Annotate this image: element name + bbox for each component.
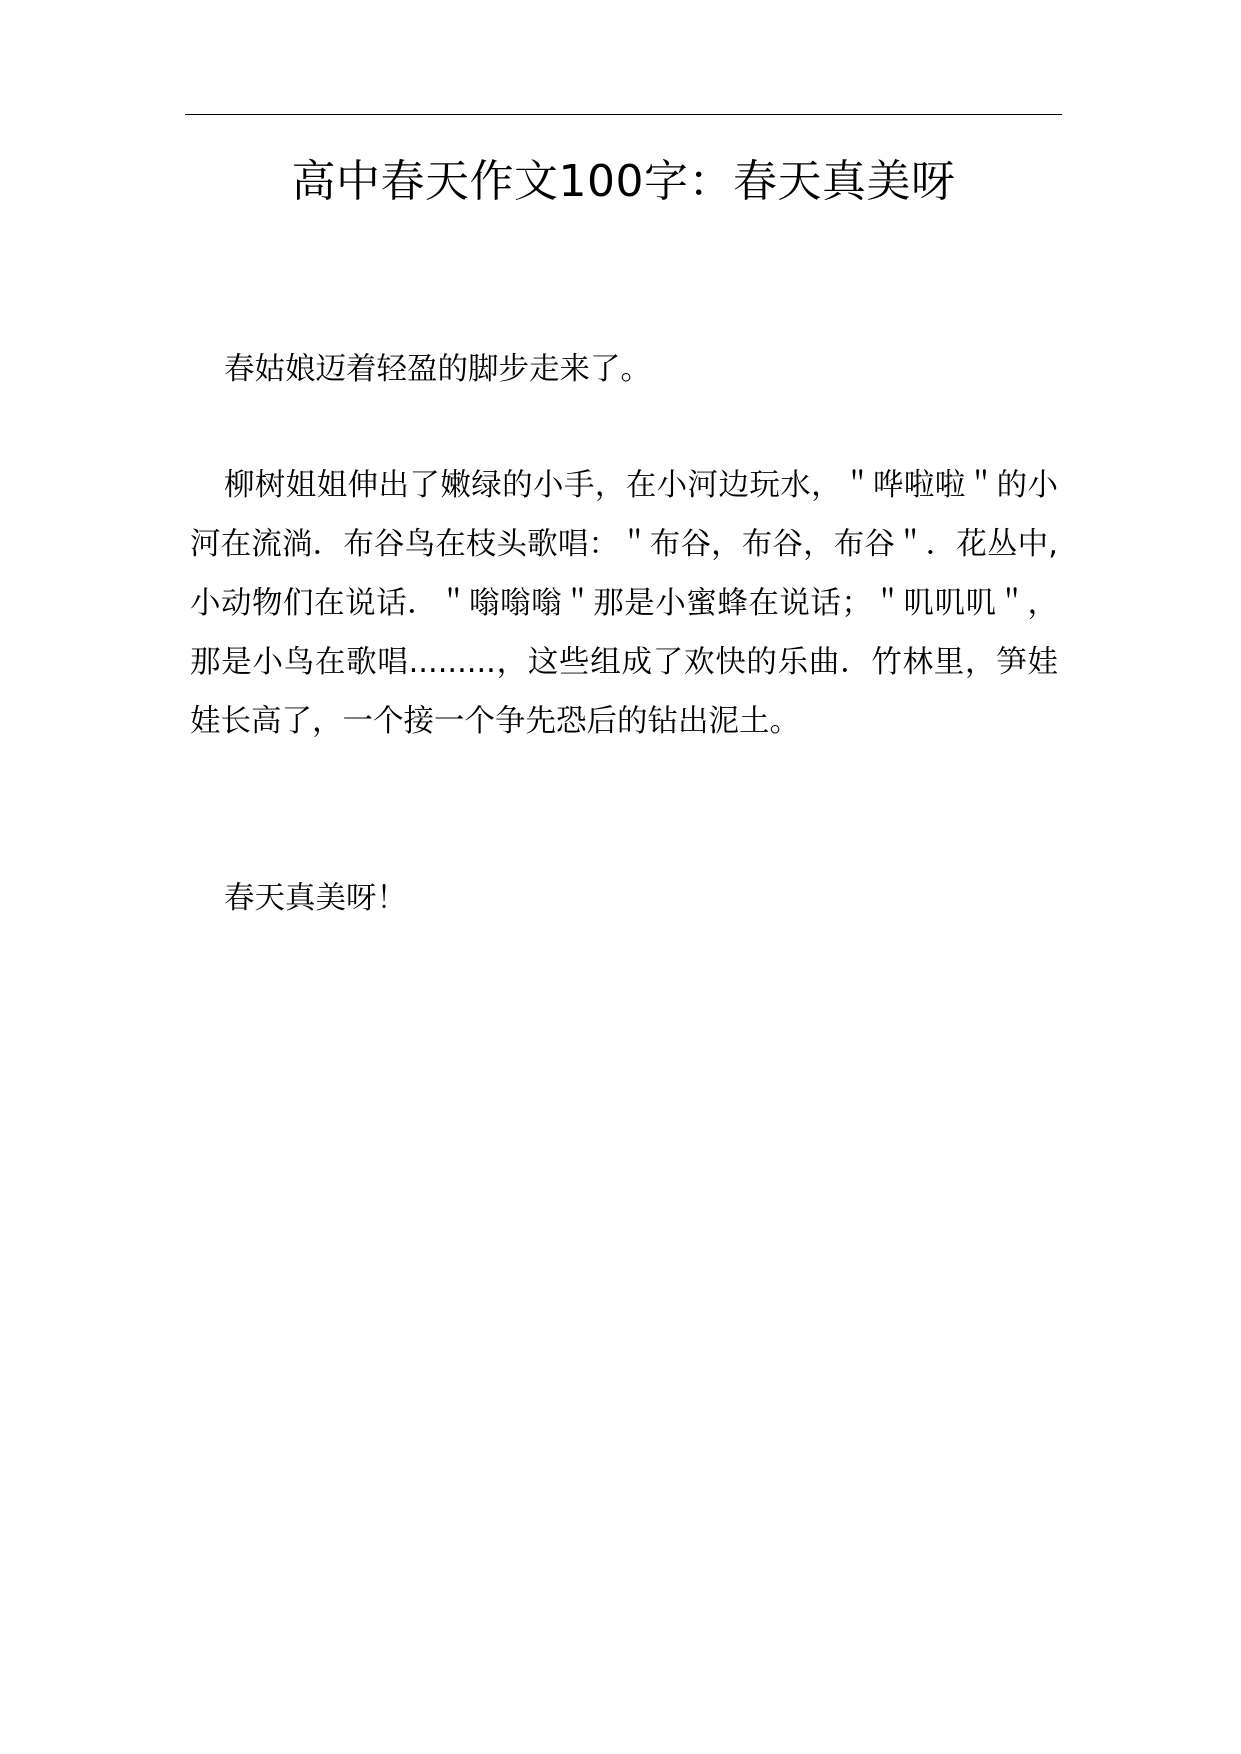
page-title: 高中春天作文100字：春天真美呀 [291, 156, 956, 207]
paragraph-closing: 春天真美呀！ [224, 881, 407, 916]
paragraph-intro: 春姑娘迈着轻盈的脚步走来了。 [224, 352, 651, 387]
paragraph-body: 柳树姐姐伸出了嫩绿的小手，在小河边玩水，＂哗啦啦＂的小河在流淌．布谷鸟在枝头歌唱：＂布谷，布谷，布谷＂．花丛中,小动物们在说话．＂嗡嗡嗡＂那是小蜜蜂在说话；＂叽叽叽＂，那是小鸟在歌唱.........，这些组成了欢快的乐曲．竹林里，笋娃娃长高了，一个接一个争先恐后的钻出泥土。 [190, 468, 1058, 739]
header-rule [185, 114, 1062, 115]
